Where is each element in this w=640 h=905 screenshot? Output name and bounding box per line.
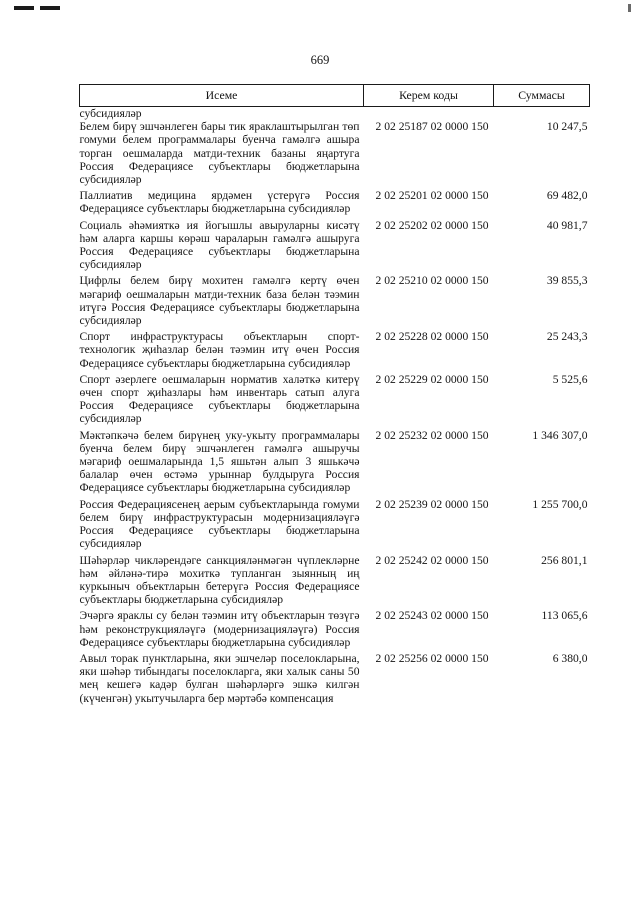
row-code: 2 02 25201 02 0000 150 bbox=[375, 189, 489, 203]
row-sum: 69 482,0 bbox=[546, 189, 588, 203]
table-row bbox=[80, 498, 590, 554]
row-name: Паллиатив медицина ярдәмен үстерүгә Россия Федерациясе субъектлары бюджетларына субсидияләр bbox=[79, 189, 360, 216]
page-number: 669 bbox=[310, 53, 330, 67]
table-body bbox=[80, 107, 590, 708]
table-row bbox=[80, 120, 590, 189]
row-sum: 25 243,3 bbox=[546, 330, 588, 344]
row-name: Цифрлы белем бирү мохитен гамәлгә кертү өчен мәгариф оешмаларын матди-техник база белән тәэмин итүгә Россия Федерациясе субъектлары бюджетларына субсидияләр bbox=[79, 274, 360, 328]
row-name: Спорт инфраструктурасы объектларын спорт-технологик җиһазлар белән тәэмин итү өчен Россия Федерациясе субъектлары бюджетларына субсидияләр bbox=[79, 330, 360, 370]
table-row bbox=[80, 429, 590, 498]
row-name: Шәһәрләр чикләрендәге санкцияләнмәгән чүплекләрне һәм әйләнә-тирә мохиткә тупланган зыянның иң куркыныч объектларын бетерүгә Россия Федерациясе субъектлары бюджетларына субсидияләр bbox=[79, 553, 360, 607]
header-code: Керем коды bbox=[364, 85, 494, 107]
row-code: 2 02 25256 02 0000 150 bbox=[375, 651, 489, 665]
row-code: 2 02 25202 02 0000 150 bbox=[375, 218, 489, 232]
row-code: 2 02 25243 02 0000 150 bbox=[375, 609, 489, 623]
table-row bbox=[80, 189, 590, 218]
row-code: 2 02 25210 02 0000 150 bbox=[375, 274, 489, 288]
row-name: Мәктәпкәчә белем бирүнең уку-укыту программалары буенча белем бирү эшчәнлеген гамәлгә ашыручы мәгариф оешмаларында 1,5 яшьтән алып 3 яшькәчә балалар өчен өстәмә урыннар булдыруга Россия Федерациясе субъектлары бюджетларына субсидияләр bbox=[79, 428, 360, 495]
row-code: 2 02 25232 02 0000 150 bbox=[375, 428, 489, 442]
table-row bbox=[80, 274, 590, 330]
row-sum: 1 255 700,0 bbox=[532, 497, 588, 511]
table-header bbox=[80, 85, 590, 107]
table-row bbox=[80, 373, 590, 429]
row-code: 2 02 25187 02 0000 150 bbox=[375, 120, 489, 134]
row-sum: 5 525,6 bbox=[552, 372, 588, 386]
continuation-row bbox=[80, 107, 590, 121]
scan-tick bbox=[628, 4, 631, 12]
row-name: Россия Федерациясенең аерым субъектларында гомуми белем бирү инфраструктурасын модернизацияләүгә Россия Федерациясе субъектлары бюджетларына субсидияләр bbox=[79, 497, 360, 551]
header-name: Исеме bbox=[80, 85, 364, 107]
row-name: Эчәргә яраклы су белән тәэмин итү объектларын төзүгә һәм реконструкцияләүгә (модернизацияләүгә) Россия Федерациясе субъектлары бюджетларына субсидияләр bbox=[79, 609, 360, 649]
row-code: 2 02 25228 02 0000 150 bbox=[375, 330, 489, 344]
continuation-text: субсидияләр bbox=[79, 107, 142, 120]
table-row bbox=[80, 330, 590, 373]
row-name: Спорт әзерлеге оешмаларын норматив халәткә китерү өчен спорт җиһазлары һәм инвентарь сатып алуга Россия Федерациясе субъектлары бюджетларына субсидияләр bbox=[79, 372, 360, 426]
row-sum: 113 065,6 bbox=[541, 609, 588, 623]
scan-mark-left bbox=[14, 6, 34, 10]
row-name: Социаль әһәмияткә ия йогышлы авыруларны кисәтү һәм аларга каршы көрәш чараларын гамәлгә ашыруга Россия Федерациясе субъектлары бюджетларына субсидияләр bbox=[79, 218, 360, 272]
budget-table bbox=[79, 84, 590, 708]
scan-mark-right bbox=[40, 6, 60, 10]
table-row bbox=[80, 554, 590, 610]
header-sum: Суммасы bbox=[494, 85, 590, 107]
row-sum: 256 801,1 bbox=[541, 553, 588, 567]
row-sum: 6 380,0 bbox=[552, 651, 588, 665]
row-sum: 40 981,7 bbox=[546, 218, 588, 232]
row-code: 2 02 25239 02 0000 150 bbox=[375, 497, 489, 511]
row-sum: 1 346 307,0 bbox=[532, 428, 588, 442]
row-sum: 39 855,3 bbox=[546, 274, 588, 288]
row-code: 2 02 25229 02 0000 150 bbox=[375, 372, 489, 386]
row-sum: 10 247,5 bbox=[546, 120, 588, 134]
table-row bbox=[80, 219, 590, 275]
table-row bbox=[80, 609, 590, 652]
table-row bbox=[80, 652, 590, 708]
row-name: Белем бирү эшчәнлеген бары тик яраклаштырылган төп гомуми белем программалары буенча гамәлгә ашыра торган оешмаларда матди-техник базаны яңартуга Россия Федерациясе субъектлары бюджетларына субсидияләр bbox=[79, 120, 360, 187]
row-code: 2 02 25242 02 0000 150 bbox=[375, 553, 489, 567]
row-name: Авыл торак пунктларына, яки эшчеләр поселокларына, яки шәһәр тибындагы поселокларга, яки халык саны 50 мең кешегә кадәр булган шәһәрләргә эшкә килгән (күченгән) укытучыларга бер мәртәбә компенсация bbox=[79, 651, 360, 705]
